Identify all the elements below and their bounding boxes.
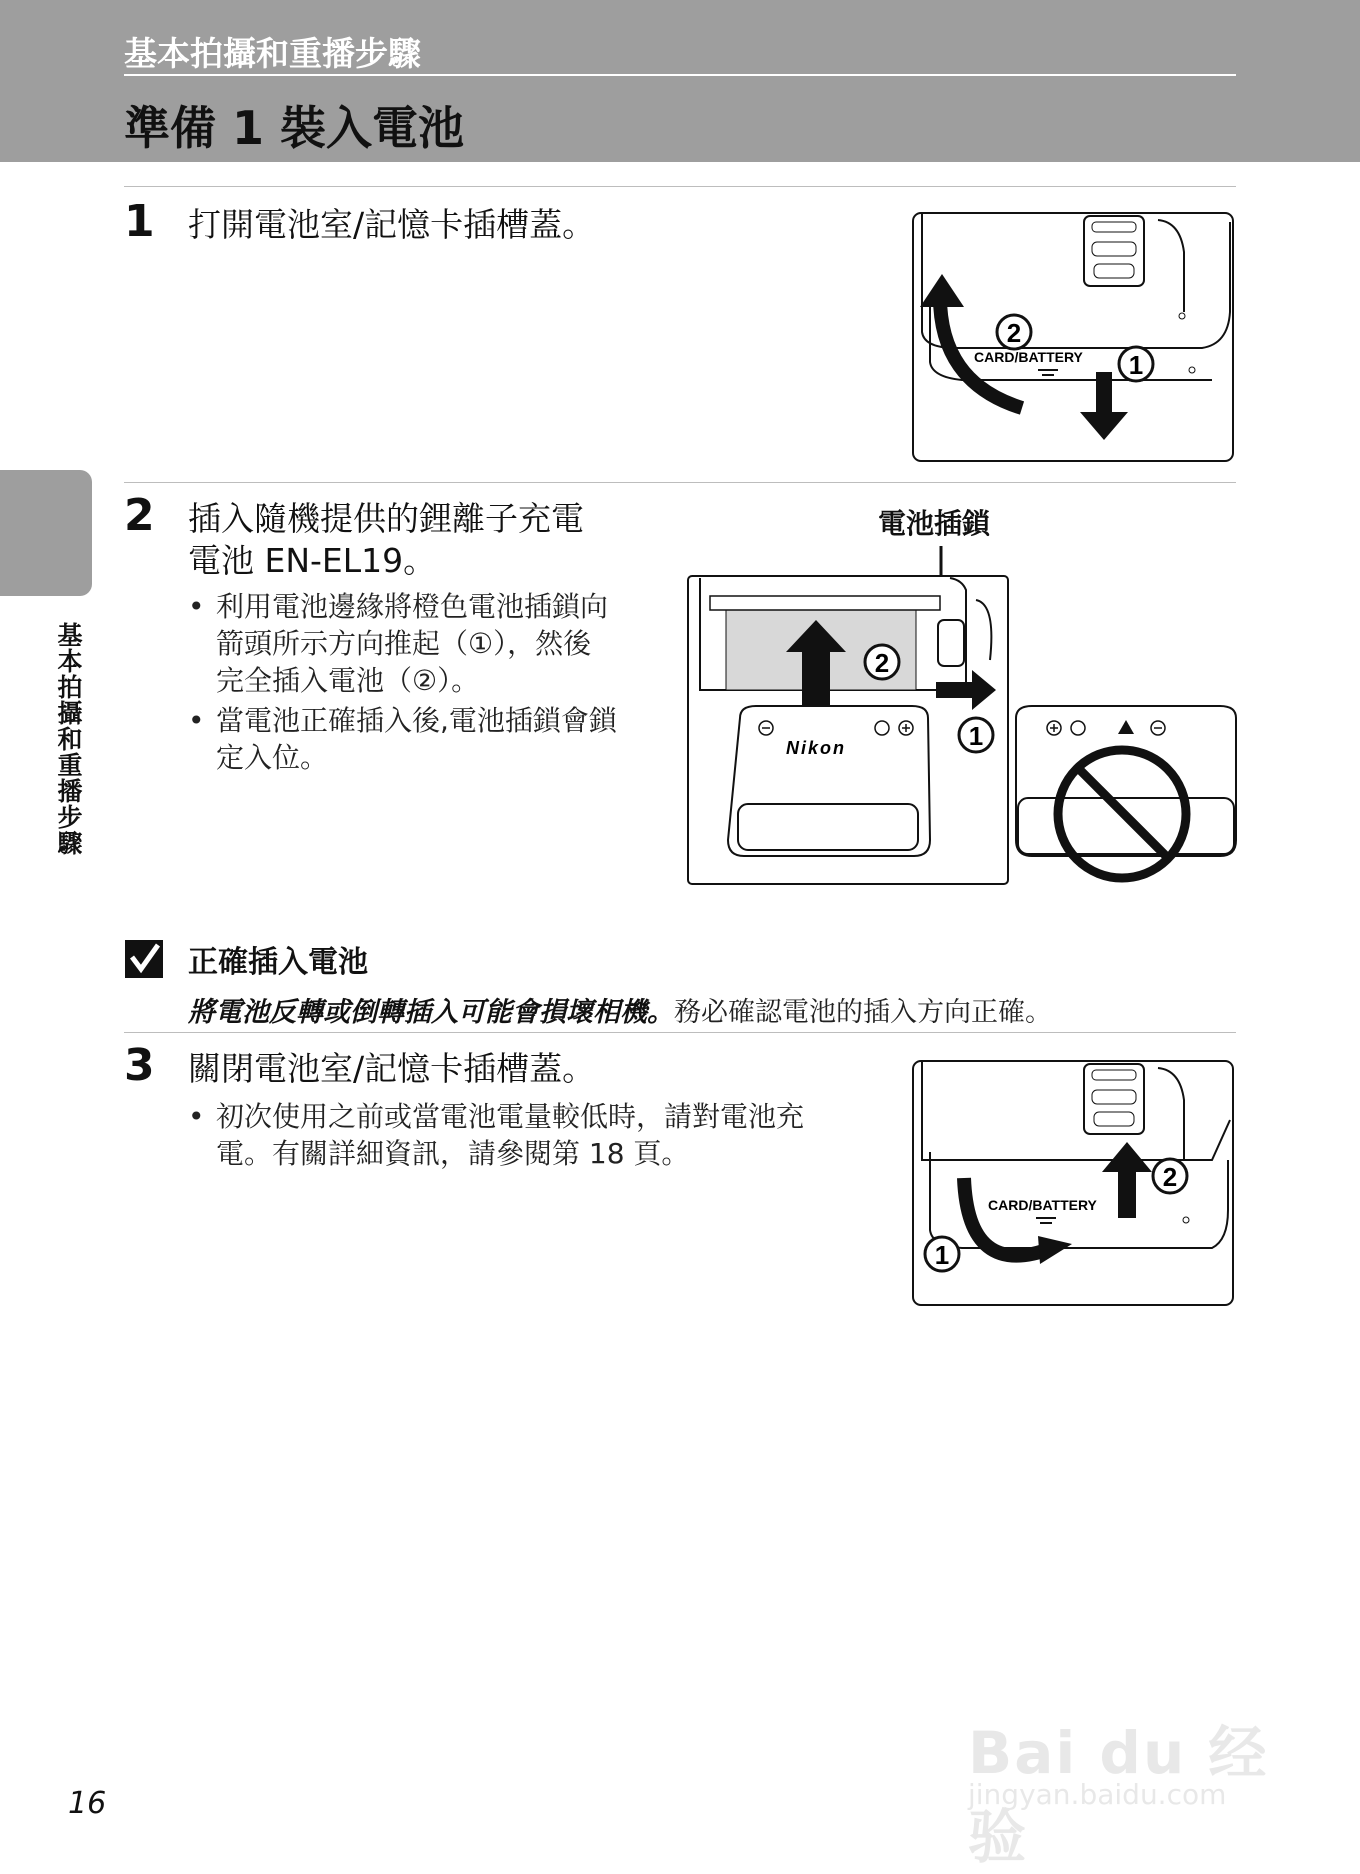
check-icon (124, 939, 164, 979)
note-emphasis: 將電池反轉或倒轉插入可能會損壞相機。 (188, 997, 674, 1028)
camera-close-cover-illustration (912, 1060, 1234, 1306)
divider (124, 186, 1236, 187)
marker-1: 1 (934, 1240, 950, 1270)
watermark-logo: Bai du 经验 (968, 1719, 1269, 1871)
card-battery-label: CARD/BATTERY (988, 1197, 1097, 1213)
step-title: 電池 EN-EL19。 (188, 541, 437, 580)
note-body (188, 990, 1052, 1029)
marker-1: 1 (1128, 350, 1144, 380)
divider (124, 1032, 1236, 1033)
marker-2: 2 (874, 648, 890, 678)
battery-insert-illustration (686, 540, 1238, 890)
step-title: 關閉電池室/記憶卡插槽蓋。 (188, 1049, 596, 1088)
note-title: 正確插入電池 (188, 945, 368, 980)
marker-2: 2 (1006, 318, 1022, 348)
card-battery-label: CARD/BATTERY (974, 349, 1083, 365)
step-title: 插入隨機提供的鋰離子充電 (188, 499, 584, 538)
step-number: 1 (124, 196, 155, 247)
battery-brand: Nikon (786, 738, 847, 758)
list-item: • 當電池正確插入後,電池插鎖會鎖 定入位。 (188, 704, 617, 774)
page-title: 準備 1 裝入電池 (124, 101, 465, 155)
side-tab-label: 基本拍攝和重播步驟 (54, 622, 83, 856)
step-number: 2 (124, 490, 155, 541)
step-title: 打開電池室/記憶卡插槽蓋。 (188, 205, 596, 244)
page-header (0, 0, 1360, 162)
marker-1: 1 (968, 721, 984, 751)
header-rule (124, 74, 1236, 76)
list-item: • 利用電池邊緣將橙色電池插鎖向 箭頭所示方向推起（①），然後 完全插入電池（②）。 (188, 590, 609, 697)
page-number: 16 (68, 1786, 107, 1821)
divider (124, 482, 1236, 483)
watermark (968, 1668, 1288, 1871)
list-item: • 初次使用之前或當電池電量較低時，請對電池充 電。有關詳細資訊，請參閱第 18 頁。 (188, 1100, 805, 1170)
camera-open-cover-illustration (912, 212, 1234, 462)
note-text: 務必確認電池的插入方向正確。 (674, 997, 1052, 1028)
section-title: 基本拍攝和重播步驟 (124, 34, 421, 73)
watermark-url: jingyan.baidu.com (968, 1778, 1227, 1811)
battery-latch-label: 電池插鎖 (878, 507, 991, 540)
step-number: 3 (124, 1040, 155, 1091)
side-tab (0, 470, 92, 596)
marker-2: 2 (1162, 1162, 1178, 1192)
